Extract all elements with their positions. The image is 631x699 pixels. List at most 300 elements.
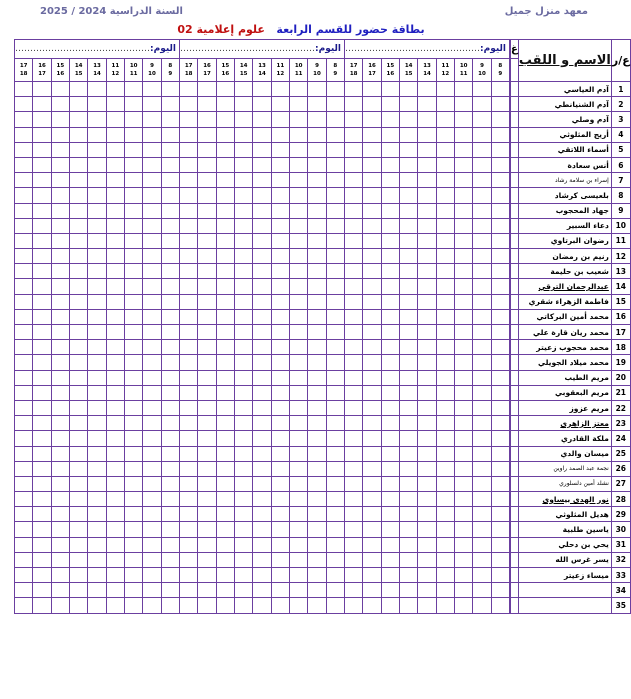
attendance-cell[interactable] — [198, 218, 216, 233]
attendance-cell[interactable] — [216, 370, 234, 385]
attendance-cell[interactable] — [125, 218, 143, 233]
attendance-cell[interactable] — [70, 461, 88, 476]
attendance-cell[interactable] — [326, 97, 344, 112]
attendance-cell[interactable] — [436, 82, 454, 97]
attendance-cell[interactable] — [363, 537, 381, 552]
attendance-cell[interactable] — [216, 97, 234, 112]
attendance-cell[interactable] — [70, 325, 88, 340]
attendance-cell[interactable] — [511, 370, 519, 385]
attendance-cell[interactable] — [363, 157, 381, 172]
attendance-cell[interactable] — [308, 583, 326, 598]
attendance-cell[interactable] — [381, 400, 399, 415]
attendance-cell[interactable] — [125, 203, 143, 218]
attendance-cell[interactable] — [51, 127, 69, 142]
attendance-cell[interactable] — [235, 97, 253, 112]
attendance-cell[interactable] — [418, 249, 436, 264]
attendance-cell[interactable] — [308, 82, 326, 97]
attendance-cell[interactable] — [455, 112, 473, 127]
attendance-cell[interactable] — [511, 598, 519, 613]
attendance-cell[interactable] — [88, 583, 106, 598]
attendance-cell[interactable] — [381, 127, 399, 142]
attendance-cell[interactable] — [400, 218, 418, 233]
attendance-cell[interactable] — [326, 279, 344, 294]
attendance-cell[interactable] — [106, 400, 124, 415]
attendance-cell[interactable] — [106, 355, 124, 370]
attendance-cell[interactable] — [161, 507, 179, 522]
attendance-cell[interactable] — [180, 537, 198, 552]
attendance-cell[interactable] — [216, 583, 234, 598]
attendance-cell[interactable] — [308, 142, 326, 157]
attendance-cell[interactable] — [15, 218, 33, 233]
attendance-cell[interactable] — [180, 325, 198, 340]
attendance-cell[interactable] — [70, 294, 88, 309]
attendance-cell[interactable] — [363, 279, 381, 294]
attendance-cell[interactable] — [15, 188, 33, 203]
attendance-cell[interactable] — [125, 157, 143, 172]
attendance-cell[interactable] — [253, 340, 271, 355]
attendance-cell[interactable] — [88, 279, 106, 294]
attendance-cell[interactable] — [253, 568, 271, 583]
attendance-cell[interactable] — [363, 522, 381, 537]
attendance-cell[interactable] — [436, 157, 454, 172]
attendance-cell[interactable] — [198, 82, 216, 97]
attendance-cell[interactable] — [161, 431, 179, 446]
attendance-cell[interactable] — [345, 82, 363, 97]
attendance-cell[interactable] — [363, 82, 381, 97]
attendance-cell[interactable] — [308, 431, 326, 446]
attendance-cell[interactable] — [418, 522, 436, 537]
attendance-cell[interactable] — [473, 583, 491, 598]
attendance-cell[interactable] — [491, 173, 509, 188]
attendance-cell[interactable] — [400, 309, 418, 324]
attendance-cell[interactable] — [455, 97, 473, 112]
attendance-cell[interactable] — [271, 568, 289, 583]
attendance-cell[interactable] — [308, 598, 326, 613]
attendance-cell[interactable] — [363, 431, 381, 446]
attendance-cell[interactable] — [455, 294, 473, 309]
attendance-cell[interactable] — [510, 385, 511, 400]
attendance-cell[interactable] — [473, 416, 491, 431]
attendance-cell[interactable] — [455, 370, 473, 385]
attendance-cell[interactable] — [88, 233, 106, 248]
attendance-cell[interactable] — [510, 112, 511, 127]
attendance-cell[interactable] — [436, 233, 454, 248]
attendance-cell[interactable] — [51, 157, 69, 172]
attendance-cell[interactable] — [235, 203, 253, 218]
attendance-cell[interactable] — [418, 446, 436, 461]
attendance-cell[interactable] — [510, 461, 511, 476]
attendance-cell[interactable] — [70, 476, 88, 491]
attendance-cell[interactable] — [271, 537, 289, 552]
attendance-cell[interactable] — [253, 279, 271, 294]
attendance-cell[interactable] — [253, 446, 271, 461]
attendance-cell[interactable] — [511, 142, 519, 157]
attendance-cell[interactable] — [161, 568, 179, 583]
attendance-cell[interactable] — [326, 325, 344, 340]
attendance-cell[interactable] — [510, 203, 511, 218]
attendance-cell[interactable] — [216, 82, 234, 97]
attendance-cell[interactable] — [51, 340, 69, 355]
attendance-cell[interactable] — [143, 249, 161, 264]
attendance-cell[interactable] — [418, 233, 436, 248]
attendance-cell[interactable] — [326, 340, 344, 355]
attendance-cell[interactable] — [381, 446, 399, 461]
attendance-cell[interactable] — [161, 355, 179, 370]
attendance-cell[interactable] — [326, 385, 344, 400]
attendance-cell[interactable] — [345, 583, 363, 598]
attendance-cell[interactable] — [400, 340, 418, 355]
attendance-cell[interactable] — [33, 309, 51, 324]
attendance-cell[interactable] — [161, 537, 179, 552]
attendance-cell[interactable] — [33, 507, 51, 522]
attendance-cell[interactable] — [198, 173, 216, 188]
attendance-cell[interactable] — [455, 325, 473, 340]
attendance-cell[interactable] — [345, 97, 363, 112]
attendance-cell[interactable] — [70, 507, 88, 522]
attendance-cell[interactable] — [125, 598, 143, 613]
attendance-cell[interactable] — [345, 279, 363, 294]
attendance-cell[interactable] — [418, 568, 436, 583]
attendance-cell[interactable] — [326, 294, 344, 309]
attendance-cell[interactable] — [143, 400, 161, 415]
attendance-cell[interactable] — [436, 446, 454, 461]
attendance-cell[interactable] — [436, 416, 454, 431]
attendance-cell[interactable] — [253, 142, 271, 157]
attendance-cell[interactable] — [180, 112, 198, 127]
attendance-cell[interactable] — [198, 264, 216, 279]
attendance-cell[interactable] — [15, 264, 33, 279]
attendance-cell[interactable] — [180, 157, 198, 172]
attendance-cell[interactable] — [15, 249, 33, 264]
attendance-cell[interactable] — [345, 431, 363, 446]
attendance-cell[interactable] — [308, 203, 326, 218]
attendance-cell[interactable] — [510, 370, 511, 385]
attendance-cell[interactable] — [70, 157, 88, 172]
attendance-cell[interactable] — [511, 552, 519, 567]
attendance-cell[interactable] — [33, 279, 51, 294]
attendance-cell[interactable] — [253, 325, 271, 340]
attendance-cell[interactable] — [161, 476, 179, 491]
attendance-cell[interactable] — [511, 249, 519, 264]
attendance-cell[interactable] — [510, 446, 511, 461]
attendance-cell[interactable] — [253, 431, 271, 446]
attendance-cell[interactable] — [400, 203, 418, 218]
attendance-cell[interactable] — [180, 583, 198, 598]
attendance-cell[interactable] — [216, 461, 234, 476]
attendance-cell[interactable] — [253, 127, 271, 142]
attendance-cell[interactable] — [363, 142, 381, 157]
attendance-cell[interactable] — [308, 218, 326, 233]
attendance-cell[interactable] — [143, 583, 161, 598]
attendance-cell[interactable] — [290, 385, 308, 400]
attendance-cell[interactable] — [418, 476, 436, 491]
attendance-cell[interactable] — [381, 385, 399, 400]
attendance-cell[interactable] — [198, 552, 216, 567]
attendance-cell[interactable] — [418, 82, 436, 97]
attendance-cell[interactable] — [15, 522, 33, 537]
attendance-cell[interactable] — [125, 233, 143, 248]
attendance-cell[interactable] — [143, 173, 161, 188]
attendance-cell[interactable] — [345, 325, 363, 340]
attendance-cell[interactable] — [216, 340, 234, 355]
attendance-cell[interactable] — [143, 522, 161, 537]
attendance-cell[interactable] — [363, 188, 381, 203]
attendance-cell[interactable] — [326, 142, 344, 157]
attendance-cell[interactable] — [180, 492, 198, 507]
attendance-cell[interactable] — [106, 340, 124, 355]
attendance-cell[interactable] — [161, 112, 179, 127]
attendance-cell[interactable] — [51, 370, 69, 385]
attendance-cell[interactable] — [418, 340, 436, 355]
attendance-cell[interactable] — [216, 507, 234, 522]
attendance-cell[interactable] — [510, 97, 511, 112]
attendance-cell[interactable] — [271, 157, 289, 172]
attendance-cell[interactable] — [106, 264, 124, 279]
attendance-cell[interactable] — [510, 173, 511, 188]
attendance-cell[interactable] — [216, 112, 234, 127]
attendance-cell[interactable] — [491, 416, 509, 431]
attendance-cell[interactable] — [308, 112, 326, 127]
attendance-cell[interactable] — [345, 522, 363, 537]
attendance-cell[interactable] — [180, 203, 198, 218]
attendance-cell[interactable] — [510, 127, 511, 142]
attendance-cell[interactable] — [491, 461, 509, 476]
attendance-cell[interactable] — [455, 492, 473, 507]
attendance-cell[interactable] — [473, 203, 491, 218]
attendance-cell[interactable] — [88, 203, 106, 218]
attendance-cell[interactable] — [326, 400, 344, 415]
attendance-cell[interactable] — [88, 82, 106, 97]
attendance-cell[interactable] — [216, 325, 234, 340]
attendance-cell[interactable] — [473, 97, 491, 112]
attendance-cell[interactable] — [363, 583, 381, 598]
attendance-cell[interactable] — [511, 416, 519, 431]
attendance-cell[interactable] — [290, 507, 308, 522]
attendance-cell[interactable] — [33, 370, 51, 385]
attendance-cell[interactable] — [198, 598, 216, 613]
attendance-cell[interactable] — [70, 552, 88, 567]
attendance-cell[interactable] — [51, 233, 69, 248]
attendance-cell[interactable] — [106, 233, 124, 248]
attendance-cell[interactable] — [106, 97, 124, 112]
attendance-cell[interactable] — [106, 294, 124, 309]
attendance-cell[interactable] — [271, 385, 289, 400]
attendance-cell[interactable] — [33, 385, 51, 400]
attendance-cell[interactable] — [125, 416, 143, 431]
attendance-cell[interactable] — [290, 476, 308, 491]
attendance-cell[interactable] — [198, 492, 216, 507]
attendance-cell[interactable] — [88, 537, 106, 552]
attendance-cell[interactable] — [253, 355, 271, 370]
attendance-cell[interactable] — [400, 461, 418, 476]
attendance-cell[interactable] — [216, 492, 234, 507]
attendance-cell[interactable] — [253, 537, 271, 552]
attendance-cell[interactable] — [511, 568, 519, 583]
attendance-cell[interactable] — [345, 355, 363, 370]
attendance-cell[interactable] — [70, 340, 88, 355]
attendance-cell[interactable] — [125, 97, 143, 112]
attendance-cell[interactable] — [418, 112, 436, 127]
attendance-cell[interactable] — [455, 82, 473, 97]
attendance-cell[interactable] — [400, 157, 418, 172]
attendance-cell[interactable] — [51, 583, 69, 598]
attendance-cell[interactable] — [511, 127, 519, 142]
attendance-cell[interactable] — [326, 431, 344, 446]
attendance-cell[interactable] — [51, 476, 69, 491]
attendance-cell[interactable] — [491, 507, 509, 522]
attendance-cell[interactable] — [198, 157, 216, 172]
attendance-cell[interactable] — [400, 279, 418, 294]
attendance-cell[interactable] — [235, 142, 253, 157]
attendance-cell[interactable] — [363, 552, 381, 567]
attendance-cell[interactable] — [510, 233, 511, 248]
attendance-cell[interactable] — [125, 142, 143, 157]
attendance-cell[interactable] — [70, 112, 88, 127]
attendance-cell[interactable] — [510, 416, 511, 431]
attendance-cell[interactable] — [491, 583, 509, 598]
attendance-cell[interactable] — [198, 127, 216, 142]
attendance-cell[interactable] — [473, 157, 491, 172]
attendance-cell[interactable] — [125, 112, 143, 127]
attendance-cell[interactable] — [125, 249, 143, 264]
attendance-cell[interactable] — [198, 431, 216, 446]
attendance-cell[interactable] — [198, 461, 216, 476]
attendance-cell[interactable] — [491, 598, 509, 613]
attendance-cell[interactable] — [363, 294, 381, 309]
attendance-cell[interactable] — [235, 492, 253, 507]
attendance-cell[interactable] — [125, 492, 143, 507]
attendance-cell[interactable] — [511, 294, 519, 309]
attendance-cell[interactable] — [491, 476, 509, 491]
attendance-cell[interactable] — [491, 537, 509, 552]
attendance-cell[interactable] — [143, 233, 161, 248]
attendance-cell[interactable] — [381, 598, 399, 613]
attendance-cell[interactable] — [70, 568, 88, 583]
attendance-cell[interactable] — [216, 127, 234, 142]
attendance-cell[interactable] — [198, 568, 216, 583]
attendance-cell[interactable] — [271, 279, 289, 294]
attendance-cell[interactable] — [161, 127, 179, 142]
attendance-cell[interactable] — [125, 370, 143, 385]
attendance-cell[interactable] — [51, 385, 69, 400]
attendance-cell[interactable] — [436, 294, 454, 309]
attendance-cell[interactable] — [271, 142, 289, 157]
attendance-cell[interactable] — [418, 325, 436, 340]
attendance-cell[interactable] — [271, 507, 289, 522]
attendance-cell[interactable] — [491, 355, 509, 370]
attendance-cell[interactable] — [436, 340, 454, 355]
attendance-cell[interactable] — [33, 173, 51, 188]
attendance-cell[interactable] — [70, 537, 88, 552]
attendance-cell[interactable] — [253, 188, 271, 203]
attendance-cell[interactable] — [381, 583, 399, 598]
attendance-cell[interactable] — [473, 218, 491, 233]
attendance-cell[interactable] — [418, 279, 436, 294]
attendance-cell[interactable] — [106, 249, 124, 264]
attendance-cell[interactable] — [106, 446, 124, 461]
attendance-cell[interactable] — [216, 233, 234, 248]
attendance-cell[interactable] — [363, 385, 381, 400]
attendance-cell[interactable] — [180, 598, 198, 613]
attendance-cell[interactable] — [180, 294, 198, 309]
attendance-cell[interactable] — [161, 218, 179, 233]
attendance-cell[interactable] — [51, 309, 69, 324]
attendance-cell[interactable] — [106, 173, 124, 188]
attendance-cell[interactable] — [143, 294, 161, 309]
attendance-cell[interactable] — [15, 173, 33, 188]
attendance-cell[interactable] — [33, 127, 51, 142]
attendance-cell[interactable] — [161, 492, 179, 507]
attendance-cell[interactable] — [345, 218, 363, 233]
attendance-cell[interactable] — [15, 112, 33, 127]
attendance-cell[interactable] — [216, 309, 234, 324]
attendance-cell[interactable] — [511, 309, 519, 324]
attendance-cell[interactable] — [381, 370, 399, 385]
attendance-cell[interactable] — [473, 82, 491, 97]
attendance-cell[interactable] — [491, 294, 509, 309]
attendance-cell[interactable] — [326, 461, 344, 476]
attendance-cell[interactable] — [143, 325, 161, 340]
attendance-cell[interactable] — [51, 400, 69, 415]
attendance-cell[interactable] — [491, 203, 509, 218]
attendance-cell[interactable] — [326, 188, 344, 203]
attendance-cell[interactable] — [363, 173, 381, 188]
attendance-cell[interactable] — [88, 325, 106, 340]
attendance-cell[interactable] — [235, 476, 253, 491]
attendance-cell[interactable] — [290, 537, 308, 552]
attendance-cell[interactable] — [125, 446, 143, 461]
attendance-cell[interactable] — [308, 309, 326, 324]
attendance-cell[interactable] — [271, 97, 289, 112]
attendance-cell[interactable] — [235, 568, 253, 583]
attendance-cell[interactable] — [106, 431, 124, 446]
attendance-cell[interactable] — [271, 400, 289, 415]
attendance-cell[interactable] — [180, 355, 198, 370]
attendance-cell[interactable] — [161, 294, 179, 309]
attendance-cell[interactable] — [290, 218, 308, 233]
attendance-cell[interactable] — [455, 309, 473, 324]
attendance-cell[interactable] — [308, 446, 326, 461]
attendance-cell[interactable] — [15, 461, 33, 476]
attendance-cell[interactable] — [106, 142, 124, 157]
attendance-cell[interactable] — [161, 461, 179, 476]
attendance-cell[interactable] — [381, 492, 399, 507]
attendance-cell[interactable] — [436, 97, 454, 112]
attendance-cell[interactable] — [143, 416, 161, 431]
attendance-cell[interactable] — [70, 264, 88, 279]
attendance-cell[interactable] — [510, 325, 511, 340]
attendance-cell[interactable] — [88, 188, 106, 203]
attendance-cell[interactable] — [436, 583, 454, 598]
attendance-cell[interactable] — [180, 97, 198, 112]
attendance-cell[interactable] — [253, 112, 271, 127]
attendance-cell[interactable] — [363, 492, 381, 507]
attendance-cell[interactable] — [216, 431, 234, 446]
attendance-cell[interactable] — [363, 416, 381, 431]
attendance-cell[interactable] — [326, 598, 344, 613]
attendance-cell[interactable] — [473, 325, 491, 340]
attendance-cell[interactable] — [106, 522, 124, 537]
attendance-cell[interactable] — [125, 552, 143, 567]
attendance-cell[interactable] — [106, 507, 124, 522]
attendance-cell[interactable] — [491, 142, 509, 157]
attendance-cell[interactable] — [106, 385, 124, 400]
attendance-cell[interactable] — [345, 112, 363, 127]
attendance-cell[interactable] — [511, 233, 519, 248]
attendance-cell[interactable] — [33, 492, 51, 507]
attendance-cell[interactable] — [271, 309, 289, 324]
attendance-cell[interactable] — [180, 461, 198, 476]
